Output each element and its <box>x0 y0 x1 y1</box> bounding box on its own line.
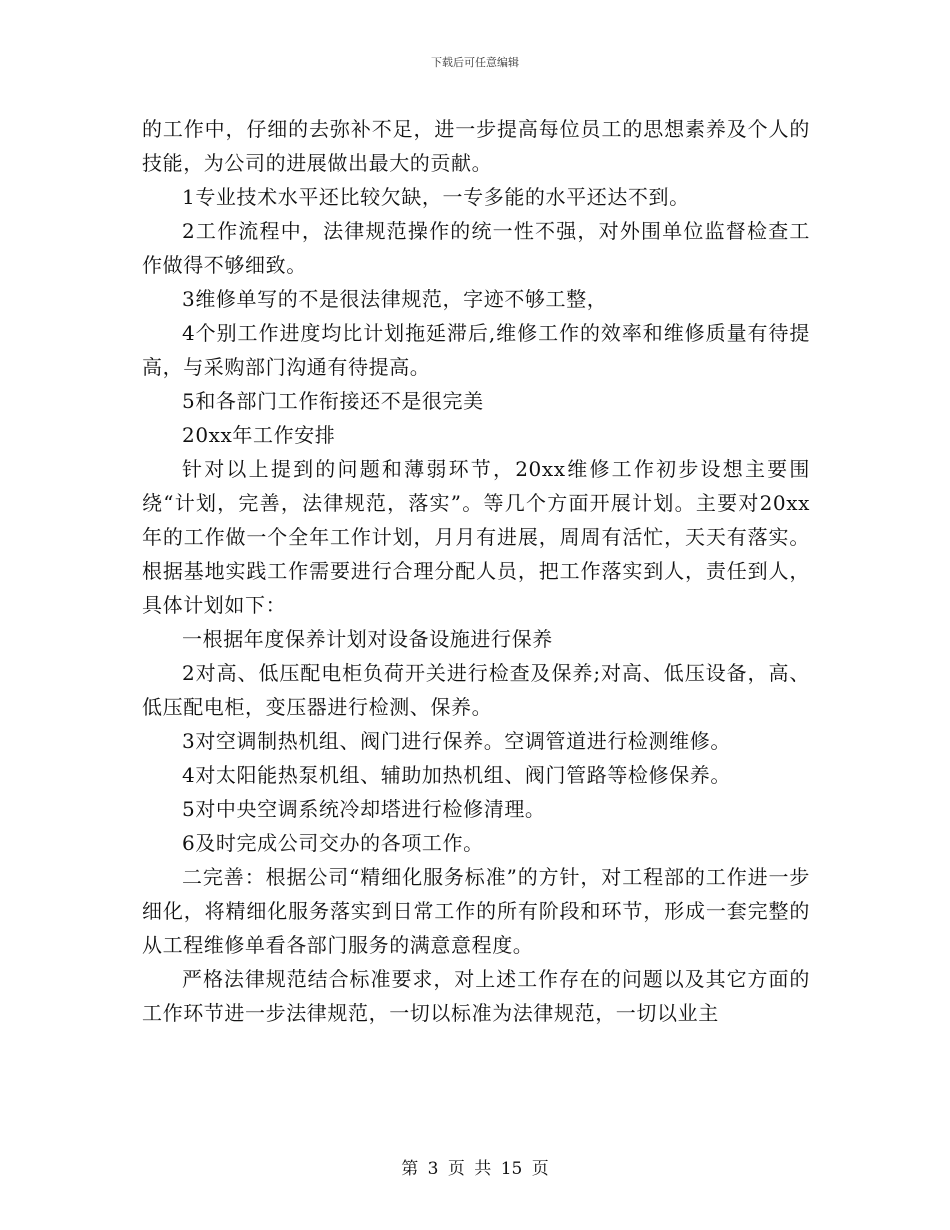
paragraph: 严格法律规范结合标准要求，对上述工作存在的问题以及其它方面的工作环节进一步法律规范，一切以标准为法律规范，一切以业主 <box>142 967 810 1025</box>
section-heading: 20xx年工作安排 <box>182 423 336 447</box>
paragraph: 5和各部门工作衔接还不是很完美 <box>182 389 484 413</box>
paragraph: 2对高、低压配电柜负荷开关进行检查及保养;对高、低压设备，高、低压配电柜，变压器进行检测、保养。 <box>142 661 810 719</box>
paragraph: 1专业技术水平还比较欠缺，一专多能的水平还达不到。 <box>182 185 690 209</box>
paragraph: 3对空调制热机组、阀门进行保养。空调管道进行检测维修。 <box>182 729 731 753</box>
paragraph: 二完善：根据公司“精细化服务标准”的方针，对工程部的工作进一步细化，将精细化服务落实到日常工作的所有阶段和环节，形成一套完整的从工程维修单看各部门服务的满意意程度。 <box>142 865 810 957</box>
paragraph: 一根据年度保养计划对设备设施进行保养 <box>182 627 553 651</box>
document-body <box>142 112 810 1030</box>
paragraph: 2工作流程中，法律规范操作的统一性不强，对外围单位监督检查工作做得不够细致。 <box>142 219 810 277</box>
paragraph: 6及时完成公司交办的各项工作。 <box>182 831 484 855</box>
paragraph: 4个别工作进度均比计划拖延滞后,维修工作的效率和维修质量有待提高，与采购部门沟通有待提高。 <box>142 321 810 379</box>
page-header: 下载后可任意编辑 <box>431 56 519 69</box>
paragraph: 3维修单写的不是很法律规范，字迹不够工整， <box>182 287 608 311</box>
paragraph: 4对太阳能热泵机组、辅助加热机组、阀门管路等检修保养。 <box>182 763 731 787</box>
paragraph: 5对中央空调系统冷却塔进行检修清理。 <box>182 797 546 821</box>
page-number-footer: 第 3 页 共 15 页 <box>401 1159 549 1179</box>
paragraph: 针对以上提到的问题和薄弱环节，20xx维修工作初步设想主要围绕“计划，完善，法律规范，落实”。等几个方面开展计划。主要对20xx年的工作做一个全年工作计划，月月有进展，周周有活忙，天天有落实。根据基地实践工作需要进行合理分配人员，把工作落实到人，责任到人，具体计划如下： <box>142 457 810 617</box>
paragraph: 的工作中，仔细的去弥补不足，进一步提高每位员工的思想素养及个人的技能，为公司的进展做出最大的贡献。 <box>142 117 810 175</box>
